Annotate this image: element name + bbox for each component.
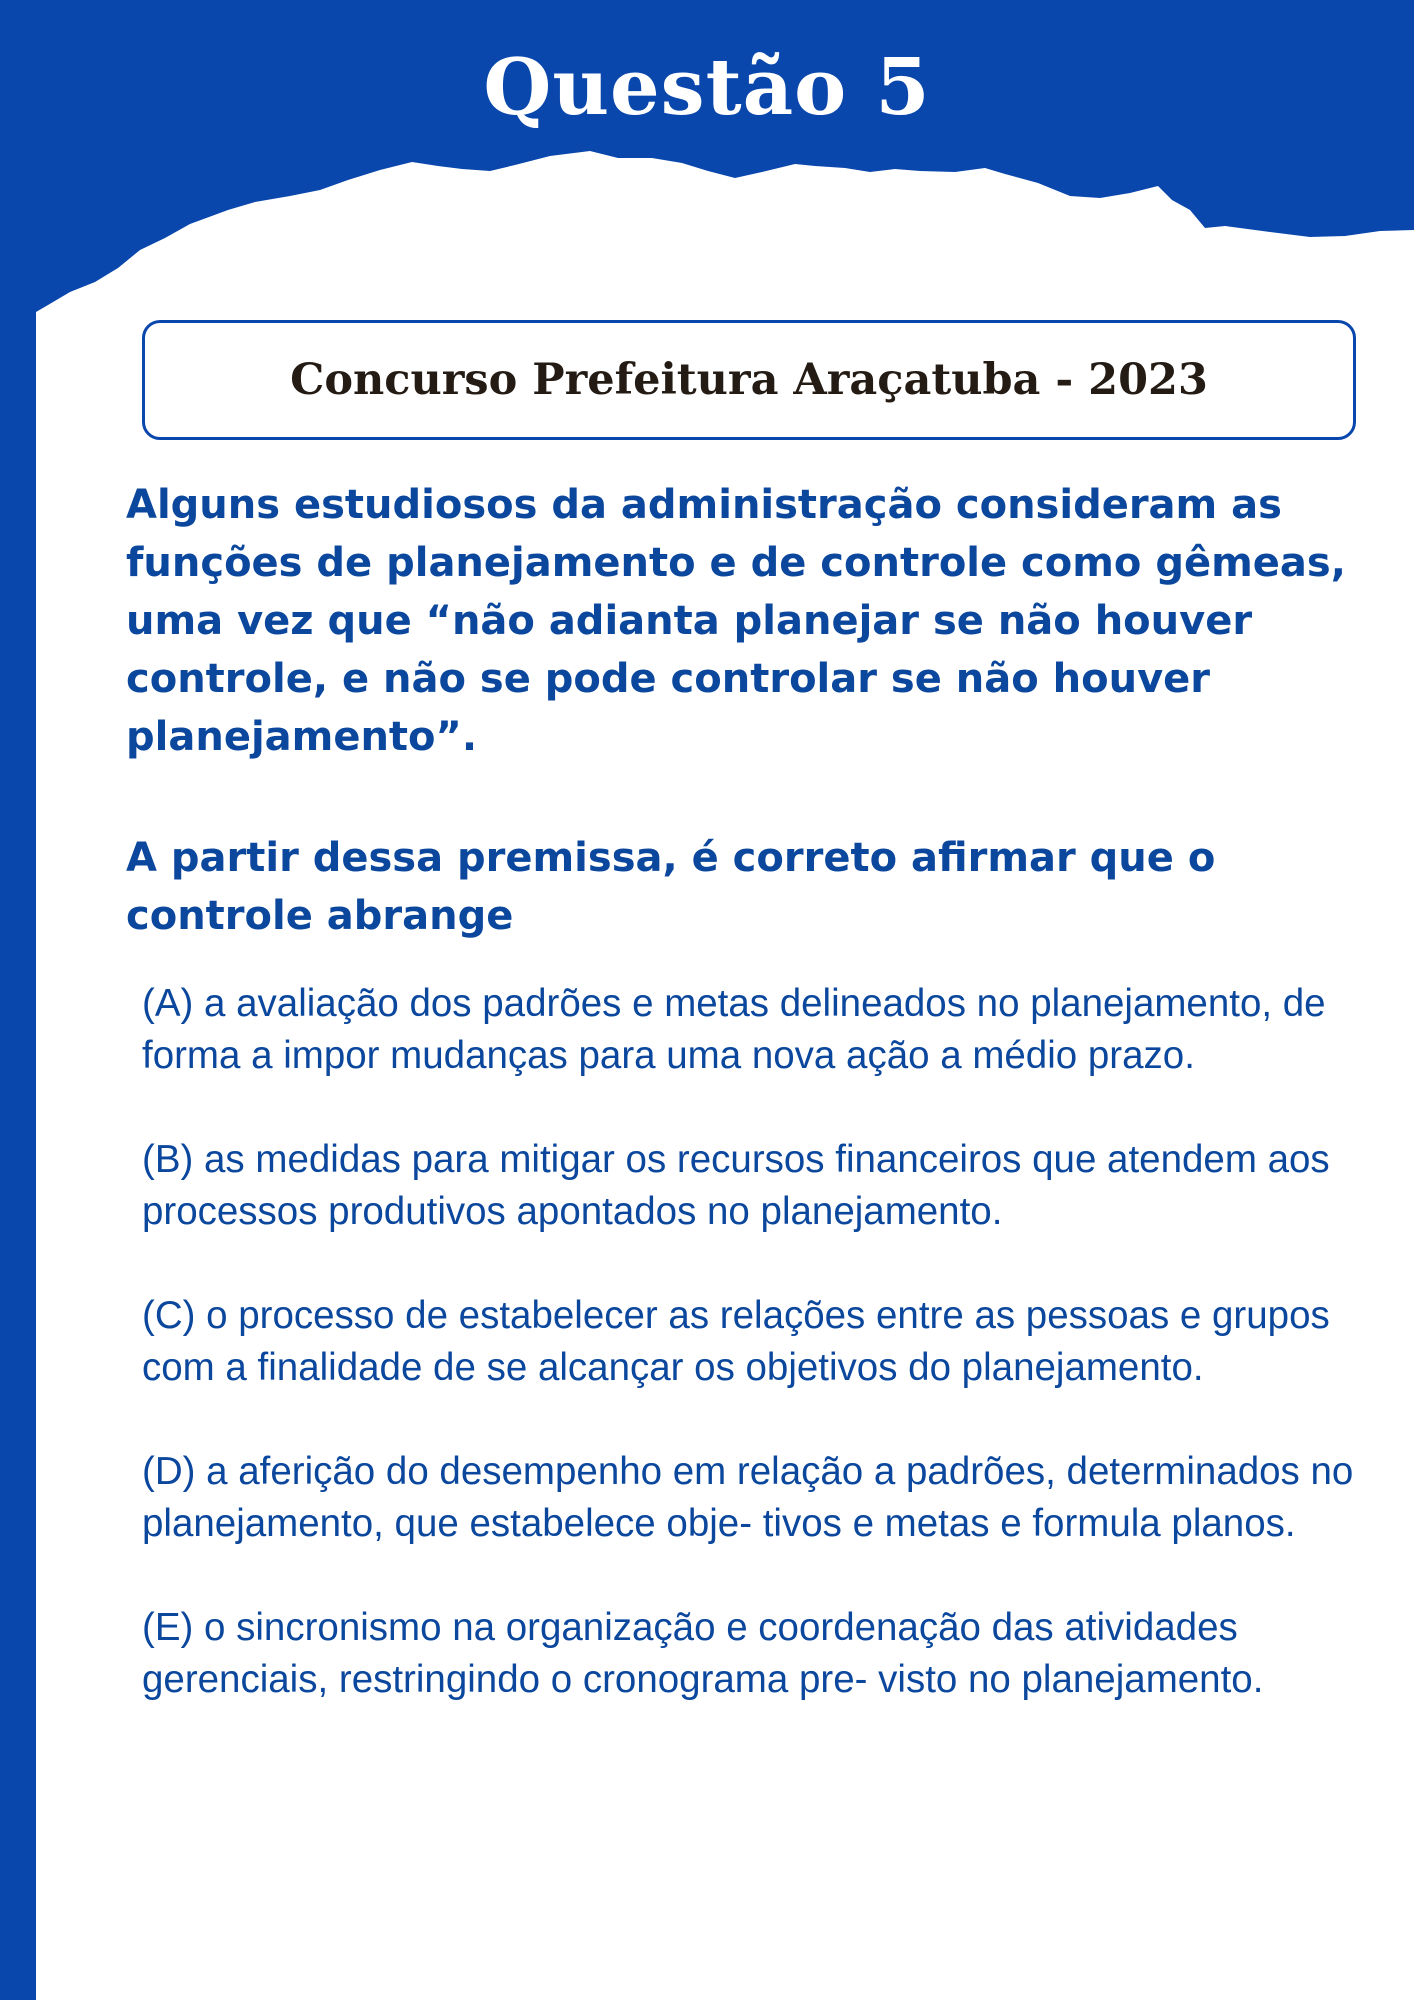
option-c[interactable]: (C) o processo de estabelecer as relações entre as pessoas e grupos com a finalidade de se alcançar os objetivos do planejamento. bbox=[142, 1294, 1330, 1389]
answer-options bbox=[142, 978, 1362, 1758]
option-b[interactable]: (B) as medidas para mitigar os recursos financeiros que atendem aos processos produtivos apontados no planejamento. bbox=[142, 1138, 1330, 1233]
option-d[interactable]: (D) a aferição do desempenho em relação a padrões, determinados no planejamento, que estabelece obje- tivos e metas e formula planos. bbox=[142, 1450, 1354, 1545]
page-title: Questão 5 bbox=[483, 42, 931, 133]
question-statement: Alguns estudiosos da administração consideram as funções de planejamento e de controle como gêmeas, uma vez que “não adianta planejar se não houver controle, e não se pode controlar se não houver planejamento”. bbox=[126, 482, 1346, 760]
exam-title-box bbox=[142, 320, 1356, 440]
question-prompt: A partir dessa premissa, é correto afirmar que o controle abrange bbox=[126, 835, 1216, 939]
option-a[interactable]: (A) a avaliação dos padrões e metas delineados no planejamento, de forma a impor mudanças para uma nova ação a médio prazo. bbox=[142, 982, 1326, 1077]
exam-title: Concurso Prefeitura Araçatuba - 2023 bbox=[290, 355, 1208, 405]
option-e[interactable]: (E) o sincronismo na organização e coordenação das atividades gerenciais, restringindo o cronograma pre- visto no planejamento. bbox=[142, 1606, 1264, 1701]
